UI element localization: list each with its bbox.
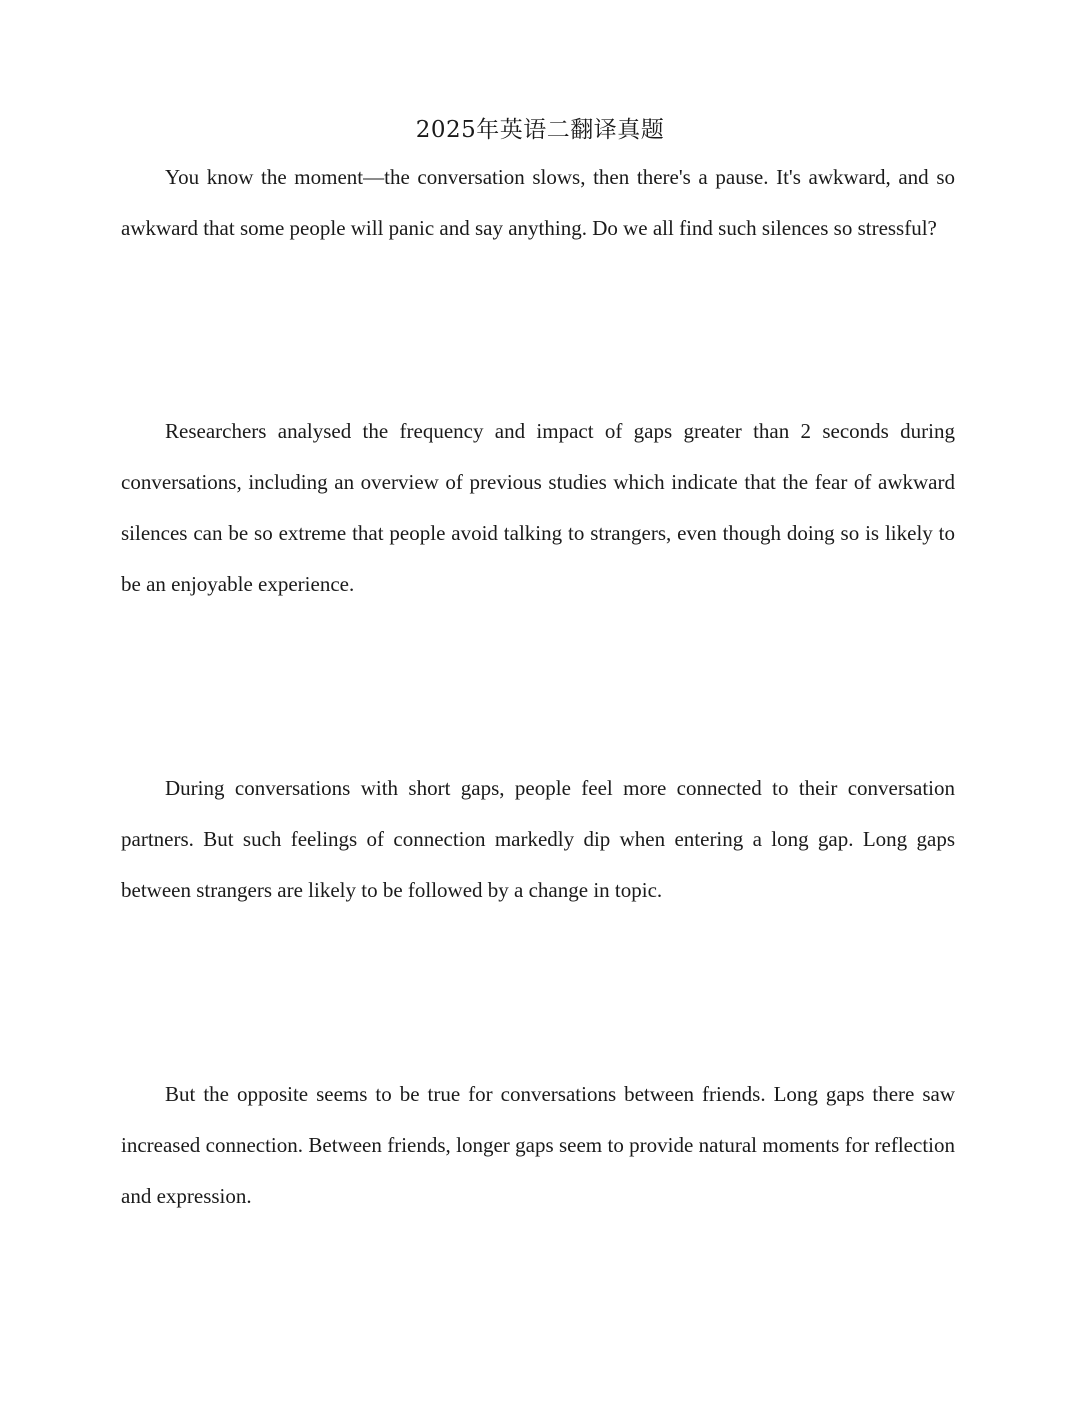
page-title: 2025年英语二翻译真题 xyxy=(415,117,665,143)
paragraph-1: You know the moment—the conversation slows, then there's a pause. It's awkward, and so awkward that some people will panic and say anything. Do we all find such silences so stressful? xyxy=(121,165,955,240)
paragraph-2: Researchers analysed the frequency and impact of gaps greater than 2 seconds during conversations, including an overview of previous studies which indicate that the fear of awkward silences can be so extreme that people avoid talking to strangers, even though doing so is likely to be an enjoyable experience. xyxy=(121,419,955,596)
paragraph-3: During conversations with short gaps, people feel more connected to their conversation partners. But such feelings of connection markedly dip when entering a long gap. Long gaps between strangers are likely to be followed by a change in topic. xyxy=(121,776,955,902)
paragraph-4: But the opposite seems to be true for conversations between friends. Long gaps there saw increased connection. Between friends, longer gaps seem to provide natural moments for reflection and expression. xyxy=(121,1082,955,1208)
